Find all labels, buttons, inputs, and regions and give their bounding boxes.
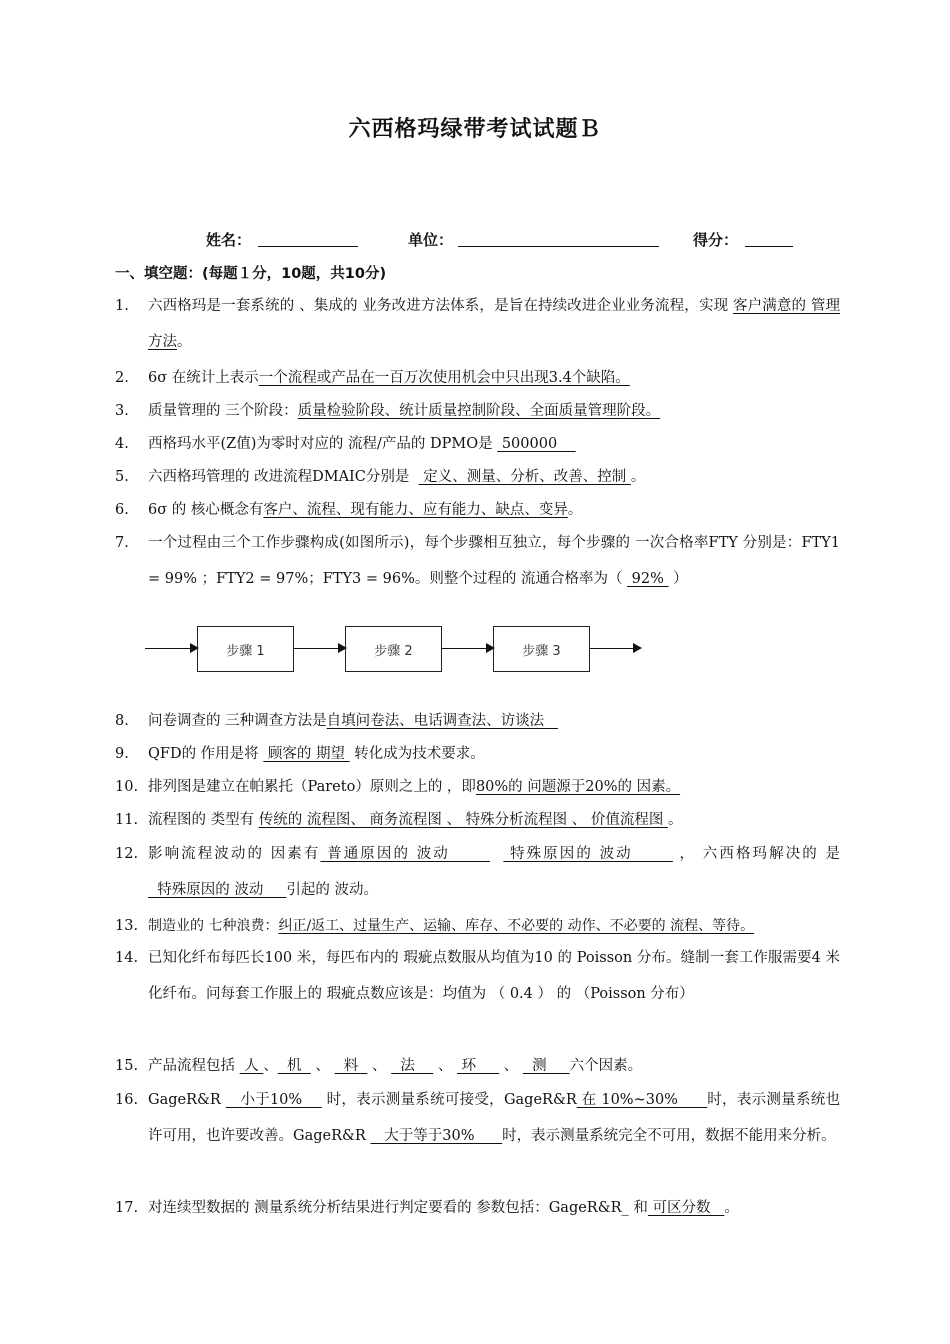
unit-field[interactable]	[458, 246, 659, 247]
question-text: 、	[367, 1058, 392, 1074]
answer: 92%	[627, 571, 669, 587]
question-8	[115, 703, 840, 739]
answer: 环	[457, 1058, 500, 1074]
question-15	[115, 1048, 840, 1084]
flow-arrow	[294, 648, 345, 649]
question-number: 11.	[115, 812, 139, 828]
question-text: 、	[263, 1058, 278, 1074]
question-text: 对连续型数据的 测量系统分析结果进行判定要看的 参数包括：GageR&R_ 和	[148, 1200, 648, 1216]
flow-arrow	[442, 648, 493, 649]
question-text: QFD的 作用是将	[148, 746, 264, 762]
question-text: 质量管理的 三个阶段：	[148, 403, 298, 419]
question-number: 12.	[115, 846, 139, 862]
question-number: 9.	[115, 746, 129, 762]
score-label: 得分：	[693, 231, 739, 249]
name-label: 姓名：	[206, 231, 252, 249]
answer: 料	[334, 1058, 368, 1074]
answer: 法	[391, 1058, 434, 1074]
question-1	[115, 288, 840, 360]
answer: 自填问卷法、电话调查法、访谈法	[326, 713, 558, 729]
flow-arrow	[145, 648, 197, 649]
answer: 80%的 问题源于20%的 因素。	[475, 779, 681, 795]
answer: 测	[522, 1058, 570, 1074]
question-number: 2.	[115, 370, 129, 386]
page-title: 六西格玛绿带考试试题Ｂ	[348, 117, 602, 142]
question-16	[115, 1082, 840, 1154]
question-number: 5.	[115, 469, 129, 485]
question-number: 1.	[115, 298, 129, 314]
question-17	[115, 1190, 840, 1226]
question-number: 7.	[115, 535, 129, 551]
question-14	[115, 940, 840, 1012]
question-number: 6.	[115, 502, 129, 518]
question-text: 已知化纤布每匹长100 米，每匹布内的 瑕疵点数服从均值为10 的 Poisson 分布。缝制一套工作服需要4 米化纤布。问每套工作服上的 瑕疵点数应该是：均值为 （ 0.4 ） 的 （Poisson 分布）	[148, 950, 840, 1002]
question-text: 西格玛水平(Z值)为零时对应的 流程/产品的 DPMO是	[148, 436, 498, 452]
question-9	[115, 736, 840, 772]
question-text: GageR&R	[148, 1092, 226, 1108]
score-field[interactable]	[745, 246, 793, 247]
step-3-box: 步骤 3	[493, 626, 590, 672]
question-text: 制造业的 七种浪费：	[148, 918, 279, 934]
answer: 传统的 流程图、 商务流程图 、 特殊分析流程图 、 价值流程图	[258, 812, 668, 828]
step-1-box: 步骤 1	[197, 626, 294, 672]
answer: 机	[277, 1058, 311, 1074]
question-text: 。	[724, 1200, 739, 1216]
answer: 大于等于30%	[370, 1128, 503, 1144]
question-text: 、	[433, 1058, 458, 1074]
question-text: 。	[630, 469, 646, 485]
name-field[interactable]	[258, 246, 358, 247]
answer: 500000	[497, 436, 576, 452]
question-text: 。	[567, 502, 583, 518]
step-2-box: 步骤 2	[345, 626, 442, 672]
question-number: 14.	[115, 950, 139, 966]
question-text: 6σ 的 核心概念有	[148, 502, 264, 518]
answer: 客户、流程、现有能力、应有能力、缺点、变异	[263, 502, 568, 518]
question-text: 6σ 在统计上表示	[148, 370, 259, 386]
question-number: 4.	[115, 436, 129, 452]
answer: 小于10%	[225, 1092, 322, 1108]
question-number: 3.	[115, 403, 129, 419]
question-10	[115, 769, 840, 805]
question-12	[115, 836, 840, 908]
answer: 可区分数	[647, 1200, 725, 1216]
unit-label: 单位：	[408, 231, 454, 249]
question-text: 产品流程包括	[148, 1058, 240, 1074]
question-text: 时，表示测量系统也许可用，也许要改善。GageR&R	[148, 1092, 841, 1144]
question-text: 六西格玛是一套系统的 、集成的 业务改进方法体系，是旨在持续改进企业业务流程，实现	[148, 298, 733, 314]
question-text: 六个因素。	[569, 1058, 643, 1074]
question-number: 15.	[115, 1058, 139, 1074]
question-number: 16.	[115, 1092, 139, 1108]
question-text: 转化成为技术要求。	[349, 746, 485, 762]
section-heading: 一、填空题：(每题１分，10题，共10分)	[115, 266, 387, 282]
answer: 纠正/返工、过量生产、运输、库存、不必要的 动作、不必要的 流程、等待。	[278, 918, 755, 934]
question-number: 8.	[115, 713, 129, 729]
question-text: 影响流程波动的 因素有	[148, 846, 321, 862]
question-text: 一个过程由三个工作步骤构成(如图所示)，每个步骤相互独立，每个步骤的 一次合格率FTY 分别是：FTY1 = 99% ；FTY2 = 97%；FTY3 = 96%。则整个过程的 流通合格率为（	[148, 535, 840, 587]
question-text: 时，表示测量系统可接受，GageR&R	[321, 1092, 577, 1108]
question-text: 问卷调查的 三种调查方法是	[148, 713, 327, 729]
spacer-text	[490, 846, 503, 862]
answer: 普通原因的 波动	[320, 846, 490, 862]
answer: 特殊原因的 波动	[503, 846, 673, 862]
question-text: 、	[310, 1058, 335, 1074]
answer: 一个流程或产品在一百万次使用机会中只出现3.4个缺陷。	[258, 370, 630, 386]
question-number: 13.	[115, 918, 139, 934]
question-text: 。	[177, 334, 192, 350]
question-text: 六西格玛管理的 改进流程DMAIC分别是	[148, 469, 419, 485]
process-flow-diagram	[145, 622, 655, 678]
question-text: 、	[499, 1058, 523, 1074]
flow-arrow	[590, 648, 640, 649]
question-5	[115, 459, 840, 495]
question-6	[115, 492, 840, 528]
question-text: ， 六西格玛解决的 是	[672, 846, 841, 862]
question-2	[115, 360, 840, 396]
question-4	[115, 426, 840, 462]
question-text: ）	[668, 571, 688, 587]
question-3	[115, 393, 840, 429]
answer: 人	[239, 1058, 264, 1074]
question-text: 时，表示测量系统完全不可用，数据不能用来分析。	[502, 1128, 836, 1144]
question-13	[115, 908, 840, 944]
question-number: 10.	[115, 779, 139, 795]
question-11	[115, 802, 840, 838]
question-number: 17.	[115, 1200, 139, 1216]
answer: 顾客的 期望	[263, 746, 350, 762]
question-7	[115, 525, 840, 597]
answer: 特殊原因的 波动	[148, 882, 287, 898]
answer: 在 10%~30%	[576, 1092, 708, 1108]
answer: 质量检验阶段、统计质量控制阶段、全面质量管理阶段。	[297, 403, 661, 419]
question-text: 流程图的 类型有	[148, 812, 259, 828]
answer: 定义、测量、分析、改善、控制	[418, 469, 631, 485]
question-text: 排列图是建立在帕累托（Pareto）原则之上的 ，即	[148, 779, 476, 795]
question-text: 。	[667, 812, 683, 828]
info-row	[0, 229, 950, 251]
answer: 客户满意的 管理方法	[148, 298, 840, 350]
question-text: 引起的 波动。	[286, 882, 378, 898]
